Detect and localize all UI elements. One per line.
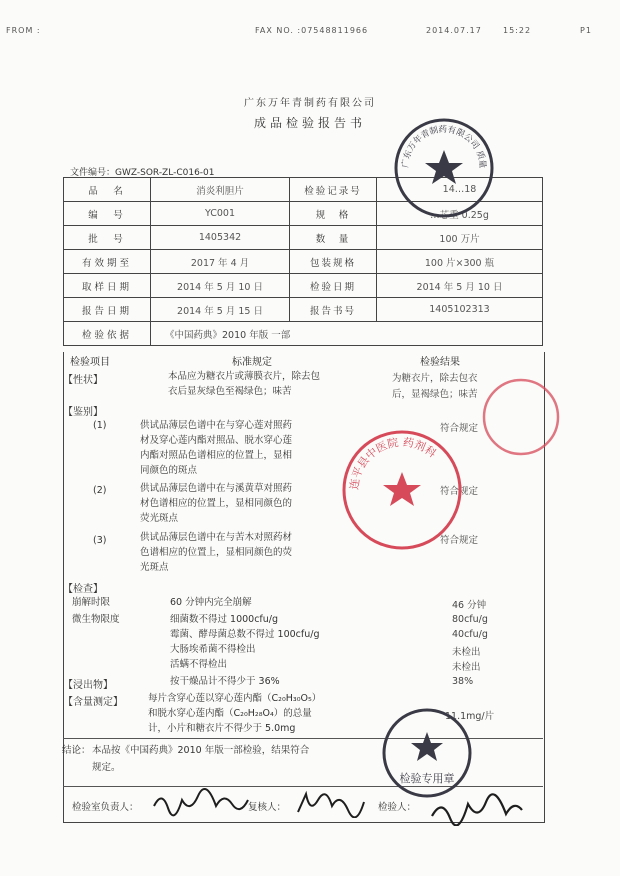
ident-2-line-3: 荧光斑点 [140,513,179,524]
inspection-label: 【检查】 [63,584,103,595]
info-label: 编 号 [64,202,151,226]
conclusion-text-1: 本品按《中国药典》2010 年版一部检验，结果符合 [92,745,310,756]
column-header-result: 检验结果 [420,357,460,368]
info-value: 2017 年 4 月 [151,250,290,274]
info-value: 2014 年 5 月 10 日 [377,274,543,298]
identification-label: 【鉴别】 [63,407,103,418]
column-header-standard: 标准规定 [232,357,272,368]
microbial-standard-3: 大肠埃希菌不得检出 [170,644,256,655]
microbial-standard-1: 细菌数不得过 1000cfu/g [170,614,279,625]
reviewer-signature [296,790,366,818]
info-value: 1405342 [151,226,290,250]
document-number: 文件编号：GWZ-SOR-ZL-C016-01 [70,168,215,178]
microbial-result-1: 80cfu/g [452,614,488,625]
faded-stamp [480,376,562,458]
microbial-label: 微生物限度 [72,614,120,625]
character-standard-2: 衣后显灰绿色至褐绿色；味苦 [168,386,292,397]
hospital-stamp [340,428,464,552]
assay-line-3: 计，小片和糖衣片不得少于 5.0mg [148,723,296,734]
table-row [64,322,543,346]
assay-result: 11.1mg/片 [445,711,495,722]
fax-page: P1 [580,26,592,35]
info-value: YC001 [151,202,290,226]
info-value: 100 万片 [377,226,543,250]
inspector-label: 检验室负责人： [72,802,139,813]
inspection-stamp [380,706,474,800]
info-label: 批 号 [64,226,151,250]
fax-date: 2014.07.17 [426,26,482,35]
extract-standard: 按干燥品计不得少于 36% [170,676,280,687]
ident-3-line-2: 色谱相应的位置上，显相同颜色的荧 [140,547,293,558]
basis-label: 检验依据 [64,322,151,346]
info-label: 规 格 [290,202,377,226]
info-label: 品 名 [64,178,151,202]
company-stamp [392,116,496,220]
table-row [64,298,543,322]
ident-1-line-3: 内酯对照品色谱相应的位置上，显相 [140,450,293,461]
character-label: 【性状】 [63,375,103,386]
ident-1-line-2: 材及穿心莲内酯对照品、脱水穿心莲 [140,435,293,446]
column-header-item: 检验项目 [70,357,110,368]
hospital-stamp-text: 连平县中医院 药剂科 [347,435,439,491]
ident-1-line-1: 供试品薄层色谱中在与穿心莲对照药 [140,420,293,431]
microbial-result-3: 未检出 [452,647,481,658]
ident-2-line-2: 材色谱相应的位置上，显相同颜色的 [140,498,293,509]
inspection-stamp-text: 检验专用章 [399,772,455,785]
ident-3-result: 符合规定 [440,535,479,546]
disintegration-standard: 60 分钟内完全崩解 [170,597,252,608]
info-value: 100 片×300 瓶 [377,250,543,274]
ident-3-number: (3) [93,535,107,546]
ident-1-result: 符合规定 [440,423,479,434]
basis-value: 《中国药典》2010 年版 一部 [151,322,543,346]
character-result-1: 为糖衣片，除去包衣 [392,373,478,384]
ident-1-line-4: 同颜色的斑点 [140,465,198,476]
svg-text:连平县中医院 药剂科 [348,435,439,491]
fax-number: FAX NO. :07548811966 [255,26,369,35]
character-result-2: 后，显褐绿色；味苦 [392,389,478,400]
info-value: 14…18 [377,178,543,202]
table-row [64,274,543,298]
extract-result: 38% [452,676,474,687]
conclusion-label: 结论： [62,745,91,756]
ident-3-line-3: 光斑点 [140,562,169,573]
tester-label: 检验人： [378,802,417,813]
info-value: 1405102313 [377,298,543,322]
info-label: 报告日期 [64,298,151,322]
info-value: 2014 年 5 月 15 日 [151,298,290,322]
microbial-result-4: 未检出 [452,662,481,673]
report-title: 成品检验报告书 [253,116,366,130]
assay-line-1: 每片含穿心莲以穿心莲内酯（C₂₀H₃₀O₅） [148,693,322,704]
conclusion-text-2: 规定。 [92,762,121,773]
company-name: 广东万年青制药有限公司 [244,98,376,109]
info-value: 2014 年 5 月 10 日 [151,274,290,298]
info-label: 检验记录号 [290,178,377,202]
company-stamp-text: 广东万年青制药有限公司 质量 [400,124,488,169]
extract-label: 【浸出物】 [63,680,113,691]
info-label: 报告书号 [290,298,377,322]
ident-1-number: (1) [93,420,107,431]
info-value: …芯重 0.25g [377,202,543,226]
inspector-signature [150,786,250,818]
disintegration-result: 46 分钟 [452,600,487,611]
reviewer-label: 复核人： [248,802,287,813]
character-standard-1: 本品应为糖衣片或薄膜衣片，除去包 [168,371,321,382]
info-label: 有效期至 [64,250,151,274]
ident-2-result: 符合规定 [440,486,479,497]
info-label: 数 量 [290,226,377,250]
assay-label: 【含量测定】 [63,697,123,708]
info-label: 检验日期 [290,274,377,298]
microbial-result-2: 40cfu/g [452,629,488,640]
fax-time: 15:22 [503,26,532,35]
disintegration-label: 崩解时限 [72,597,111,608]
info-label: 包装规格 [290,250,377,274]
assay-line-2: 和脱水穿心莲内酯（C₂₀H₂₈O₄）的总量 [148,708,312,719]
ident-2-line-1: 供试品薄层色谱中在与溪黄草对照药 [140,483,293,494]
info-label: 取样日期 [64,274,151,298]
ident-3-line-1: 供试品薄层色谱中在与苦木对照药材 [140,532,293,543]
info-value: 消炎利胆片 [151,178,290,202]
table-row [64,226,543,250]
ident-2-number: (2) [93,485,107,496]
microbial-standard-2: 霉菌、酵母菌总数不得过 100cfu/g [170,629,320,640]
microbial-standard-4: 活螨不得检出 [170,659,228,670]
fax-from: FROM : [6,26,41,35]
table-row [64,250,543,274]
